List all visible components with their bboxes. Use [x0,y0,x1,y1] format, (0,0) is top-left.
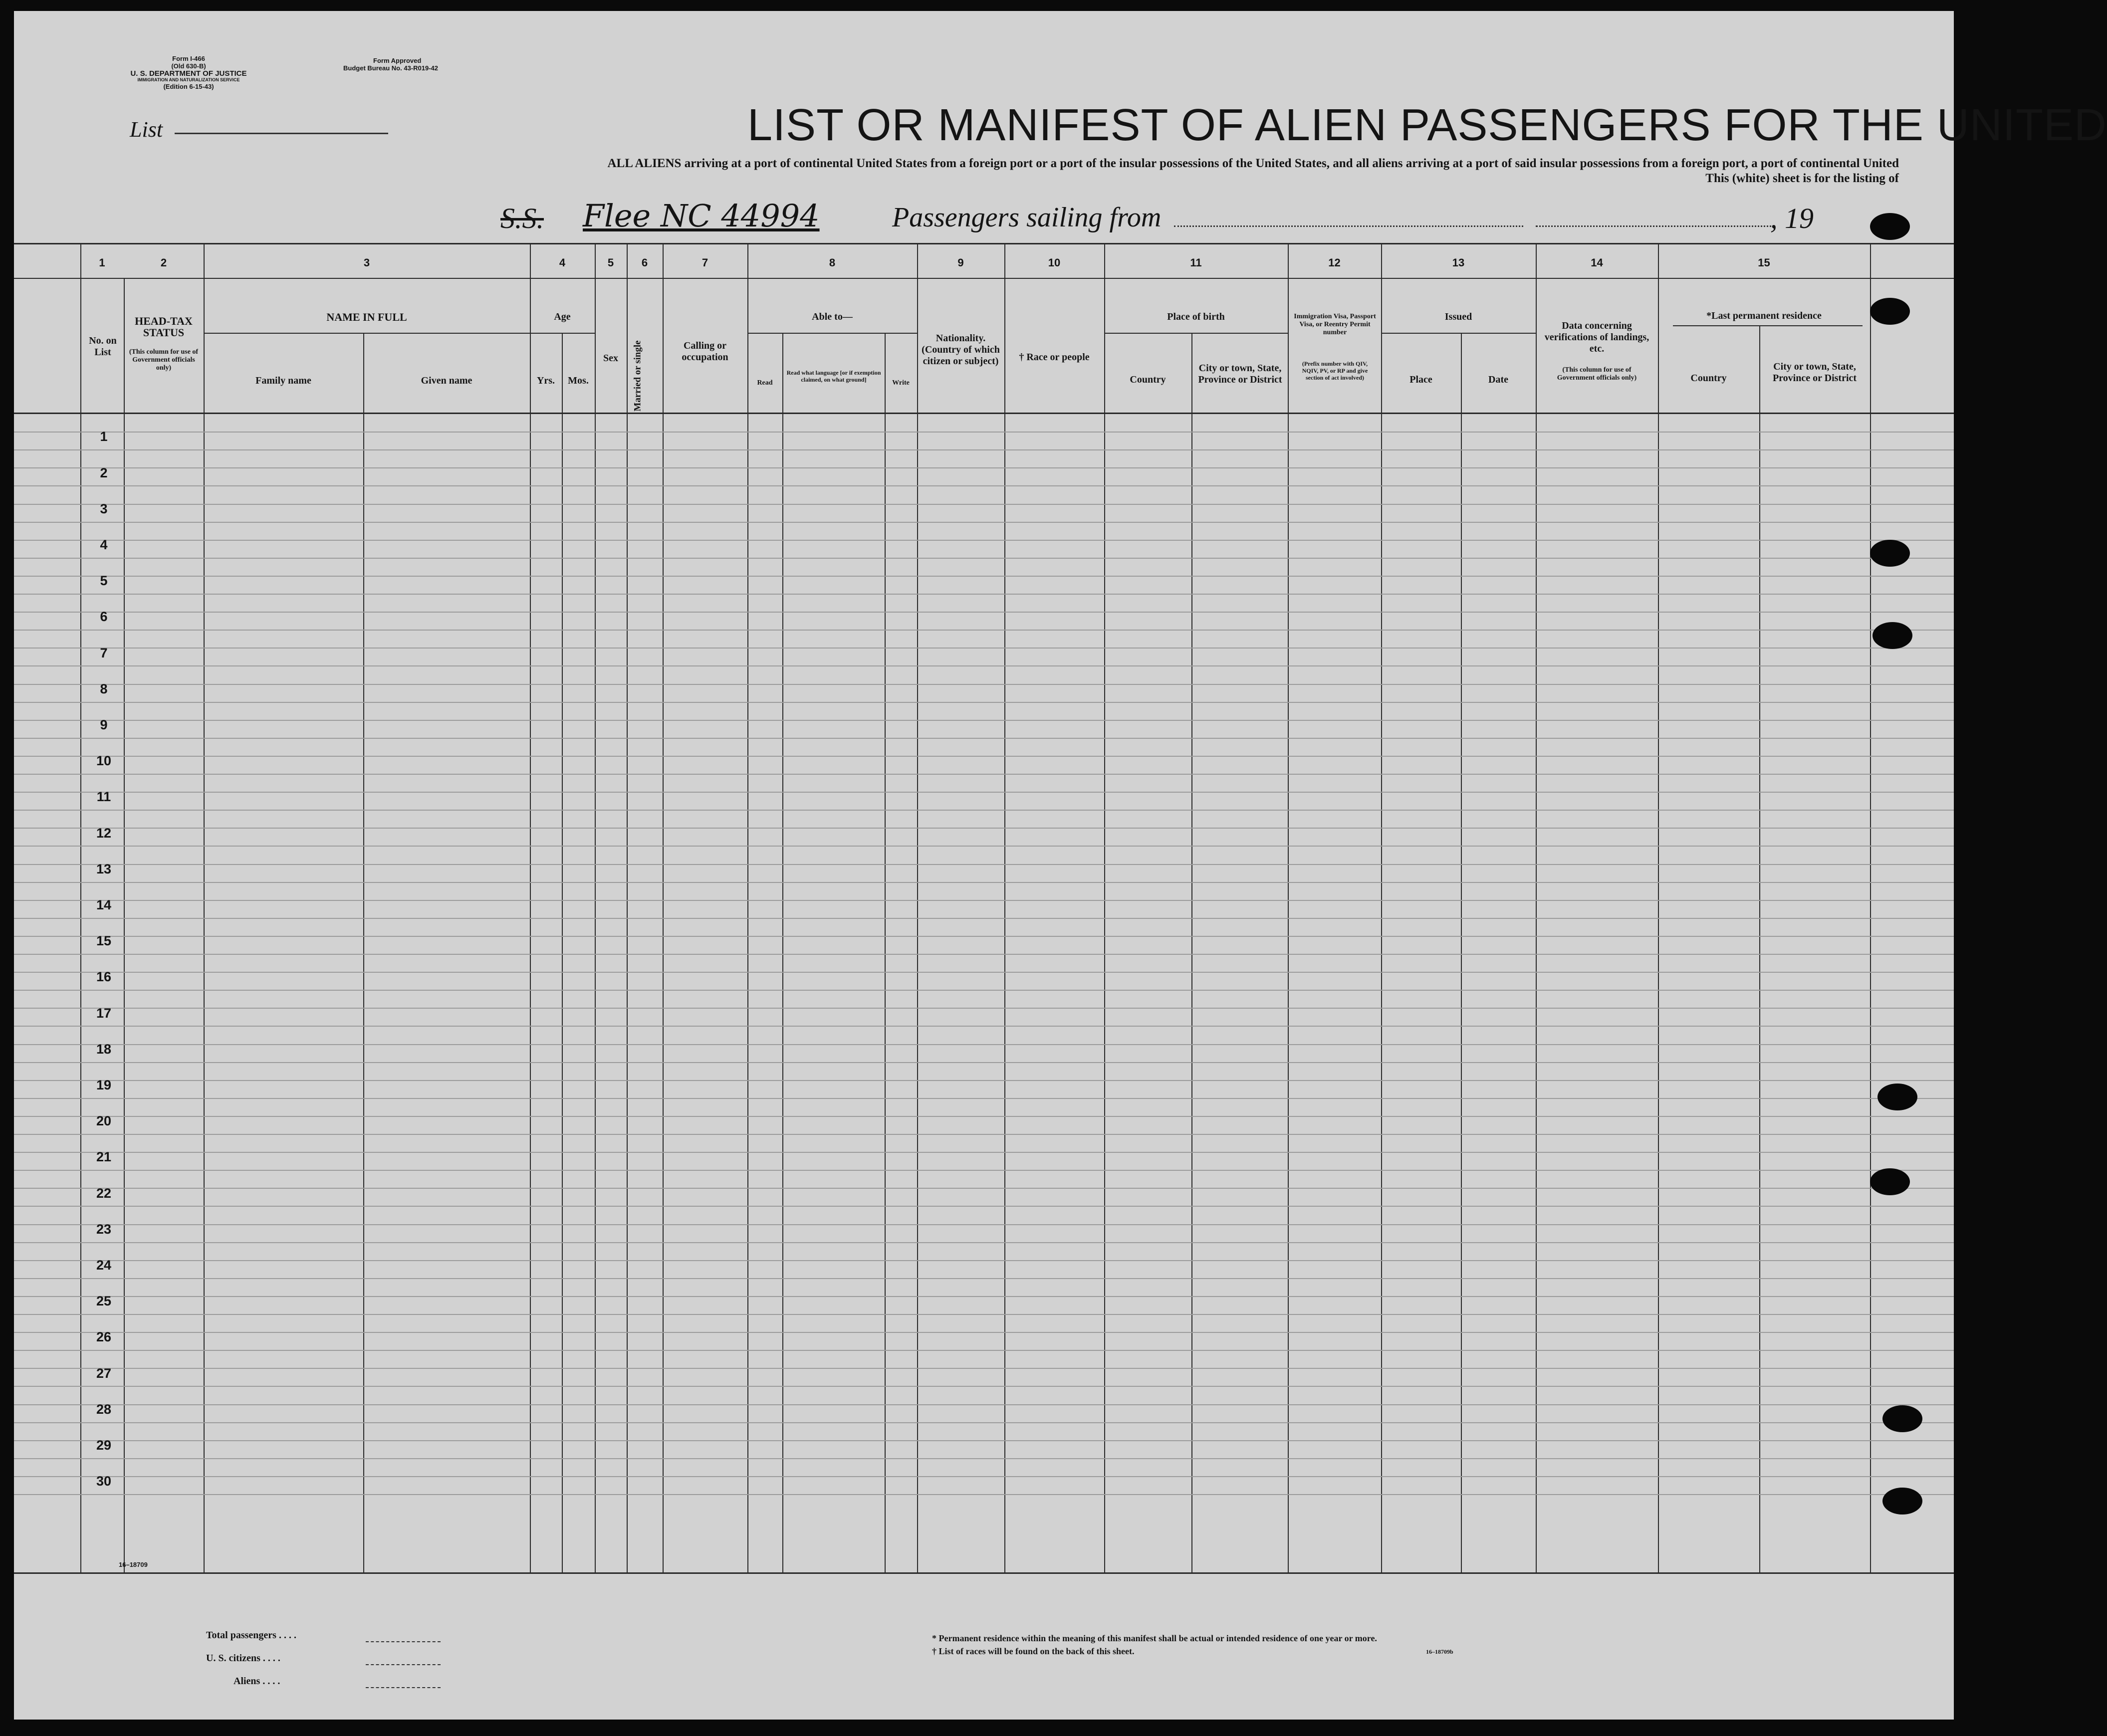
sailing-date-field[interactable] [1536,225,1775,227]
table-top-border [14,243,1954,244]
total-passengers-label: Total passengers . . . . [206,1630,296,1641]
header-write: Write [892,379,910,387]
row-rule [14,684,1954,685]
row-rule [14,864,1954,865]
row-number: 4 [100,537,108,552]
year-label: , 19 [1770,202,1814,234]
row-number: 21 [96,1149,112,1165]
row-number: 28 [96,1401,112,1417]
residence-subheader-line [1673,325,1863,326]
row-rule [14,449,1954,450]
row-rule [14,1152,1954,1153]
header-verifications: Data concerning verifications of landings, etc. [1544,320,1649,354]
able-subheader-line [747,333,917,334]
list-number-line[interactable] [175,133,388,134]
subtitle-line-1: ALL ALIENS arriving at a port of continental United States from a foreign port or a port of the insular possessions of the United States, and all aliens arriving at a port of said insular possessions from a foreign port, a port of continental United [607,157,1899,170]
header-age: Age [554,311,571,322]
table-bottom-border [14,1572,1954,1574]
header-head-tax: HEAD-TAX STATUS [135,315,193,339]
row-rule [14,936,1954,937]
row-rule [14,1476,1954,1477]
col-divider-7 [595,243,596,1572]
header-birth-city: City or town, State, Province or District [1198,363,1282,385]
vessel-name-handwritten[interactable]: Flee NC 44994 [583,198,820,234]
row-rule [14,1332,1954,1333]
row-rule [14,990,1954,991]
header-nationality: Nationality. (Country of which citizen or subject) [922,333,1000,367]
row-number: 24 [96,1257,112,1273]
footnote-permanent-residence: * Permanent residence within the meaning of this manifest shall be actual or intended residence of one year or more. [932,1633,1377,1643]
col-divider-20 [1536,243,1537,1572]
header-age-yrs: Yrs. [536,375,555,386]
row-number: 8 [100,681,108,696]
column-number-1: 1 [99,256,105,269]
header-res-city: City or town, State, Province or District [1772,361,1857,384]
row-number: 10 [96,753,112,769]
punch-hole-3 [1870,540,1910,567]
form-number: Form I-466 [172,55,205,62]
row-rule [14,1404,1954,1405]
row-number: 5 [100,573,108,589]
print-code-left: 16–18709 [119,1561,148,1568]
column-number-6: 6 [641,256,648,269]
row-rule [14,1458,1954,1459]
old-form-number: (Old 630-B) [171,62,206,70]
row-number: 22 [96,1185,112,1201]
edition-date: (Edition 6-15-43) [163,83,214,90]
punch-hole-6 [1870,1168,1910,1195]
row-rule [14,1134,1954,1135]
row-rule [14,522,1954,523]
punch-hole-top-1 [1870,213,1910,240]
header-able-to: Able to— [812,311,853,322]
row-rule [14,594,1954,595]
header-no-on-list: No. on List [89,335,117,358]
row-rule [14,738,1954,739]
row-number: 17 [96,1005,112,1021]
row-number: 9 [100,717,108,732]
row-number: 15 [96,933,112,949]
column-number-9: 9 [957,256,964,269]
row-number: 6 [100,609,108,625]
column-number-3: 3 [363,256,370,269]
row-rule [14,810,1954,811]
row-rule [14,1386,1954,1387]
row-rule [14,432,1954,433]
row-rule [14,1044,1954,1045]
row-rule [14,954,1954,955]
column-number-bottom [14,278,1954,279]
row-rule [14,1206,1954,1207]
row-number: 3 [100,501,108,516]
col-divider-17 [1288,243,1289,1572]
row-rule [14,720,1954,721]
issued-subheader-line [1381,333,1536,334]
row-number: 20 [96,1113,112,1129]
row-rule [14,882,1954,883]
row-rule [14,792,1954,793]
header-place-of-birth: Place of birth [1167,311,1225,322]
column-number-13: 13 [1452,256,1465,269]
row-rule [14,1098,1954,1099]
aliens-label: Aliens . . . . [234,1676,280,1687]
form-approved: Form Approved [373,57,422,64]
header-last-residence: *Last permanent residence [1706,310,1822,321]
budget-bureau-number: Budget Bureau No. 43-R019-42 [343,64,438,72]
row-rule [14,1422,1954,1423]
row-rule [14,918,1954,919]
col-divider-10 [747,243,748,1572]
col-divider-15 [1104,243,1105,1572]
row-rule [14,576,1954,577]
row-number: 23 [96,1221,112,1237]
row-rule [14,665,1954,666]
form-identification [114,55,263,90]
row-rule [14,540,1954,541]
col-divider-21 [1658,243,1659,1572]
row-rule [14,1314,1954,1315]
row-rule [14,774,1954,775]
row-number: 13 [96,861,112,876]
row-rule [14,1242,1954,1243]
row-rule [14,612,1954,613]
row-rule [14,1350,1954,1351]
col-divider-23 [1870,243,1871,1572]
column-number-11: 11 [1190,256,1202,269]
header-family-name: Family name [255,375,311,386]
col-divider-9 [663,243,664,1572]
column-number-7: 7 [702,256,708,269]
approval-block [343,57,503,72]
row-rule [14,504,1954,505]
subtitle-line-2: This (white) sheet is for the listing of [1705,172,1899,185]
punch-hole-4 [1873,622,1912,649]
print-code-right: 16–18709b [1426,1648,1453,1655]
row-number: 16 [96,969,112,985]
row-rule [14,1368,1954,1369]
sailing-port-field[interactable] [1174,225,1523,227]
header-head-tax-note: (This column for use of Government officials only) [129,348,199,372]
column-number-5: 5 [607,256,614,269]
row-rule [14,846,1954,847]
header-visa-note: (Prefix number with QIV, NQIV, PV, or RP and give section of act involved) [1302,360,1368,381]
row-rule [14,1170,1954,1171]
header-issued-place: Place [1409,374,1432,385]
row-number: 29 [96,1437,112,1453]
row-number: 12 [96,825,112,841]
column-number-8: 8 [829,256,836,269]
row-number: 25 [96,1294,112,1309]
header-birth-country: Country [1130,374,1166,385]
col-divider-18 [1381,243,1382,1572]
row-rule [14,900,1954,901]
header-sex: Sex [603,353,618,364]
col-divider-3 [204,243,205,1572]
col-divider-14 [1004,243,1005,1572]
row-number: 2 [100,465,108,480]
header-race: † Race or people [1019,352,1090,363]
row-rule [14,828,1954,829]
row-rule [14,702,1954,703]
row-number: 19 [96,1077,112,1092]
header-read: Read [757,379,773,387]
col-divider-2 [124,278,125,1572]
row-rule [14,1260,1954,1261]
row-number: 27 [96,1365,112,1381]
punch-hole-7 [1882,1405,1922,1432]
row-rule [14,1062,1954,1063]
row-number: 7 [100,645,108,660]
row-number: 1 [100,429,108,444]
row-rule [14,1278,1954,1279]
service-name: IMMIGRATION AND NATURALIZATION SERVICE [137,77,240,82]
total-passengers-field[interactable] [366,1641,441,1642]
header-read-language: Read what language [or if exemption claimed, on what ground] [786,369,881,383]
column-number-15: 15 [1758,256,1770,269]
row-number: 26 [96,1329,112,1345]
row-number: 11 [96,789,111,805]
row-rule [14,1026,1954,1027]
header-age-mos: Mos. [568,375,589,386]
row-rule [14,1440,1954,1441]
header-name-in-full: NAME IN FULL [326,311,407,323]
footnote-races: † List of races will be found on the back of this sheet. [932,1646,1135,1656]
list-label: List [130,117,163,142]
row-number: 30 [96,1474,112,1489]
punch-hole-5 [1877,1084,1917,1110]
header-res-country: Country [1690,373,1727,384]
row-rule [14,630,1954,631]
row-rule [14,485,1954,486]
ss-label: S.S. [500,202,544,234]
header-given-name: Given name [421,375,472,386]
birth-subheader-line [1104,333,1288,334]
manifest-sheet [14,11,2107,1720]
row-rule [14,1494,1954,1495]
header-bottom-border [14,413,1954,414]
sailing-from-label: Passengers sailing from [892,202,1162,233]
row-rule [14,1008,1954,1009]
row-number: 14 [96,897,112,912]
col-divider-8 [627,243,628,1572]
us-citizens-label: U. S. citizens . . . . [206,1653,280,1664]
column-number-14: 14 [1591,256,1603,269]
row-rule [14,756,1954,757]
col-divider-13 [917,243,918,1572]
col-divider-5 [530,243,531,1572]
row-rule [14,972,1954,973]
header-issued: Issued [1444,311,1472,322]
col-divider-1 [80,243,81,1572]
row-rule [14,648,1954,649]
row-number: 18 [96,1041,112,1057]
row-rule [14,1296,1954,1297]
header-calling: Calling or occupation [682,340,728,363]
aliens-field[interactable] [366,1687,441,1688]
punch-hole-8 [1882,1488,1922,1515]
header-verifications-note: (This column for use of Government officials only) [1557,366,1637,382]
row-rule [14,467,1954,468]
punch-hole-top-2 [1870,298,1910,325]
department-name: U. S. DEPARTMENT OF JUSTICE [130,69,247,78]
col-divider-22 [1759,325,1760,1572]
column-number-4: 4 [559,256,566,269]
header-married-single: Married or single [632,340,643,412]
row-rule [14,1080,1954,1081]
column-number-12: 12 [1328,256,1341,269]
us-citizens-field[interactable] [366,1664,441,1665]
row-rule [14,1188,1954,1189]
row-rule [14,1116,1954,1117]
column-number-10: 10 [1048,256,1061,269]
header-issued-date: Date [1488,374,1508,385]
name-subheader-line [204,333,530,334]
header-visa: Immigration Visa, Passport Visa, or Reentry Permit number [1294,313,1376,336]
page-title: LIST OR MANIFEST OF ALIEN PASSENGERS FOR THE UNITED [747,100,2107,150]
row-rule [14,558,1954,559]
row-rule [14,1224,1954,1225]
column-number-2: 2 [160,256,167,269]
